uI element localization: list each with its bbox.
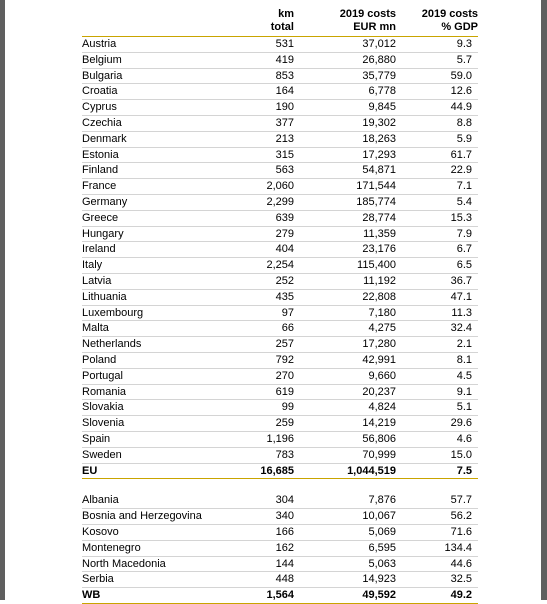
km-value: 279 <box>275 227 294 240</box>
gdp-value: 59.0 <box>450 69 472 82</box>
gdp-value: 32.5 <box>450 573 472 586</box>
gdp-value: 15.3 <box>450 211 472 224</box>
eur-value: 35,779 <box>362 69 396 82</box>
right-window-edge <box>541 0 547 600</box>
table-row <box>82 227 478 243</box>
section-spacer <box>82 479 478 493</box>
gdp-value: 8.1 <box>456 353 472 366</box>
gdp-value: 6.5 <box>456 259 472 272</box>
eur-value: 23,176 <box>362 243 396 256</box>
table-row <box>82 179 478 195</box>
table-row <box>82 416 478 432</box>
km-value: 404 <box>275 243 294 256</box>
km-value: 853 <box>275 69 294 82</box>
table-row <box>82 37 478 53</box>
eu-section <box>82 37 478 464</box>
km-value: 2,299 <box>266 195 294 208</box>
eur-value: 5,069 <box>368 525 396 538</box>
km-value: 166 <box>275 525 294 538</box>
gdp-value: 56.2 <box>450 510 472 523</box>
km-value: 259 <box>275 417 294 430</box>
table-row <box>82 369 478 385</box>
km-value: 2,254 <box>266 259 294 272</box>
eur-value: 37,012 <box>362 38 396 50</box>
gdp-value: 44.6 <box>450 557 472 570</box>
country-name: Poland <box>82 353 117 366</box>
gdp-value: 61.7 <box>450 148 472 161</box>
km-value: 1,564 <box>266 589 294 602</box>
table-row <box>82 290 478 306</box>
eur-value: 1,044,519 <box>347 464 396 477</box>
table-row <box>82 258 478 274</box>
km-value: 639 <box>275 211 294 224</box>
table-row <box>82 211 478 227</box>
header-km: km total <box>270 8 294 33</box>
country-name: Romania <box>82 385 127 398</box>
km-value: 377 <box>275 116 294 129</box>
country-name: Ireland <box>82 243 116 256</box>
table-row <box>82 69 478 85</box>
km-value: 66 <box>281 322 294 335</box>
km-value: 1,196 <box>266 432 294 445</box>
km-value: 257 <box>275 338 294 351</box>
country-name: Hungary <box>82 227 124 240</box>
table-header <box>82 6 478 37</box>
country-name: Italy <box>82 259 103 272</box>
km-value: 619 <box>275 385 294 398</box>
gdp-value: 5.9 <box>456 132 472 145</box>
eur-value: 7,876 <box>368 494 396 507</box>
country-name: Croatia <box>82 85 118 98</box>
country-name: Austria <box>82 38 117 50</box>
gdp-value: 47.1 <box>450 290 472 303</box>
gdp-value: 7.9 <box>456 227 472 240</box>
gdp-value: 57.7 <box>450 494 472 507</box>
country-name: Spain <box>82 432 111 445</box>
eur-value: 22,808 <box>362 290 396 303</box>
eur-value: 26,880 <box>362 53 396 66</box>
country-name: Portugal <box>82 369 123 382</box>
table-row <box>82 116 478 132</box>
gdp-value: 49.2 <box>450 589 472 602</box>
km-value: 97 <box>281 306 294 319</box>
country-name: Malta <box>82 322 109 335</box>
eur-value: 18,263 <box>362 132 396 145</box>
km-value: 270 <box>275 369 294 382</box>
eur-value: 49,592 <box>362 589 396 602</box>
eur-value: 17,280 <box>362 338 396 351</box>
km-value: 304 <box>275 494 294 507</box>
eur-value: 171,544 <box>356 180 396 193</box>
country-name: Montenegro <box>82 541 141 554</box>
country-name: Finland <box>82 164 119 177</box>
gdp-value: 15.0 <box>450 448 472 461</box>
gdp-value: 5.1 <box>456 401 472 414</box>
gdp-value: 4.5 <box>456 369 472 382</box>
country-name: Belgium <box>82 53 122 66</box>
country-name: Bulgaria <box>82 69 123 82</box>
table-row <box>82 385 478 401</box>
table-row <box>82 353 478 369</box>
table-row <box>82 525 478 541</box>
eur-value: 28,774 <box>362 211 396 224</box>
country-name: Sweden <box>82 448 122 461</box>
km-value: 190 <box>275 101 294 114</box>
header-gdp: 2019 costs % GDP <box>421 8 478 33</box>
country-name: Lithuania <box>82 290 127 303</box>
table-row <box>82 493 478 509</box>
eur-value: 115,400 <box>357 259 396 272</box>
country-name: Slovakia <box>82 401 124 414</box>
country-name: Albania <box>82 494 119 507</box>
eur-value: 56,806 <box>362 432 396 445</box>
country-name: Latvia <box>82 274 112 287</box>
country-name: Kosovo <box>82 525 119 538</box>
km-value: 783 <box>275 448 294 461</box>
country-name: Greece <box>82 211 119 224</box>
km-value: 213 <box>275 132 294 145</box>
table-row <box>82 242 478 258</box>
eur-value: 20,237 <box>362 385 396 398</box>
country-name: Bosnia and Herzegovina <box>82 510 202 523</box>
wb-section <box>82 493 478 588</box>
eur-value: 11,192 <box>363 274 396 287</box>
table-row <box>82 195 478 211</box>
table-row <box>82 132 478 148</box>
gdp-value: 29.6 <box>450 417 472 430</box>
eur-value: 4,275 <box>368 322 396 335</box>
table-row <box>82 321 478 337</box>
km-value: 144 <box>275 557 294 570</box>
eur-value: 14,923 <box>362 573 396 586</box>
eur-value: 185,774 <box>356 195 396 208</box>
km-value: 340 <box>275 510 294 523</box>
left-window-edge <box>0 0 5 600</box>
header-eur: 2019 costs EUR mn <box>339 8 396 33</box>
table-row <box>82 557 478 573</box>
eur-value: 42,991 <box>362 353 396 366</box>
country-name: North Macedonia <box>82 557 166 570</box>
eur-value: 6,595 <box>368 541 396 554</box>
table-row <box>82 148 478 164</box>
table-row <box>82 306 478 322</box>
gdp-value: 7.5 <box>456 464 472 477</box>
eur-value: 7,180 <box>368 306 396 319</box>
eur-value: 5,063 <box>368 557 396 570</box>
eur-value: 17,293 <box>362 148 396 161</box>
eur-value: 70,999 <box>362 448 396 461</box>
table-row <box>82 84 478 100</box>
km-value: 563 <box>275 164 294 177</box>
km-value: 2,060 <box>266 180 294 193</box>
km-value: 315 <box>275 148 294 161</box>
country-name: Cyprus <box>82 101 117 114</box>
table-row <box>82 100 478 116</box>
eur-value: 14,219 <box>362 417 396 430</box>
gdp-value: 9.3 <box>456 38 472 50</box>
eur-value: 54,871 <box>362 164 396 177</box>
country-name: EU <box>82 464 98 477</box>
gdp-value: 8.8 <box>456 116 472 129</box>
km-value: 419 <box>275 53 294 66</box>
eur-value: 19,302 <box>362 116 396 129</box>
table-row <box>82 163 478 179</box>
gdp-value: 5.7 <box>456 53 472 66</box>
gdp-value: 5.4 <box>456 195 472 208</box>
km-value: 435 <box>275 290 294 303</box>
km-value: 164 <box>275 85 294 98</box>
eu-total-row <box>82 464 478 480</box>
eur-value: 6,778 <box>368 85 396 98</box>
km-value: 99 <box>281 401 294 414</box>
gdp-value: 32.4 <box>450 322 472 335</box>
country-name: Serbia <box>82 573 114 586</box>
table-row <box>82 541 478 557</box>
gdp-value: 7.1 <box>456 180 472 193</box>
table-row <box>82 274 478 290</box>
eur-value: 9,845 <box>368 101 396 114</box>
country-name: Germany <box>82 195 128 208</box>
table-row <box>82 337 478 353</box>
gdp-value: 134.4 <box>444 541 472 554</box>
gdp-value: 6.7 <box>456 243 472 256</box>
cost-table <box>82 6 478 604</box>
country-name: Denmark <box>82 132 127 145</box>
km-value: 448 <box>275 573 294 586</box>
gdp-value: 4.6 <box>456 432 472 445</box>
country-name: WB <box>82 589 101 602</box>
country-name: Slovenia <box>82 417 125 430</box>
km-value: 252 <box>275 274 294 287</box>
km-value: 16,685 <box>260 464 294 477</box>
country-name: France <box>82 180 117 193</box>
country-name: Estonia <box>82 148 119 161</box>
km-value: 531 <box>275 38 294 50</box>
gdp-value: 12.6 <box>450 85 472 98</box>
eur-value: 4,824 <box>368 401 396 414</box>
gdp-value: 22.9 <box>450 164 472 177</box>
gdp-value: 11.3 <box>451 306 472 319</box>
country-name: Netherlands <box>82 338 142 351</box>
gdp-value: 44.9 <box>450 101 472 114</box>
km-value: 792 <box>275 353 294 366</box>
eur-value: 9,660 <box>368 369 396 382</box>
gdp-value: 36.7 <box>450 274 472 287</box>
gdp-value: 9.1 <box>456 385 472 398</box>
gdp-value: 71.6 <box>450 525 472 538</box>
gdp-value: 2.1 <box>456 338 472 351</box>
table-row <box>82 432 478 448</box>
table-row <box>82 53 478 69</box>
eur-value: 11,359 <box>363 227 396 240</box>
table-row <box>82 509 478 525</box>
km-value: 162 <box>275 541 294 554</box>
country-name: Luxembourg <box>82 306 144 319</box>
wb-total-row <box>82 588 478 604</box>
country-name: Czechia <box>82 116 122 129</box>
eur-value: 10,067 <box>362 510 396 523</box>
table-row <box>82 400 478 416</box>
table-row <box>82 572 478 588</box>
table-row <box>82 448 478 464</box>
